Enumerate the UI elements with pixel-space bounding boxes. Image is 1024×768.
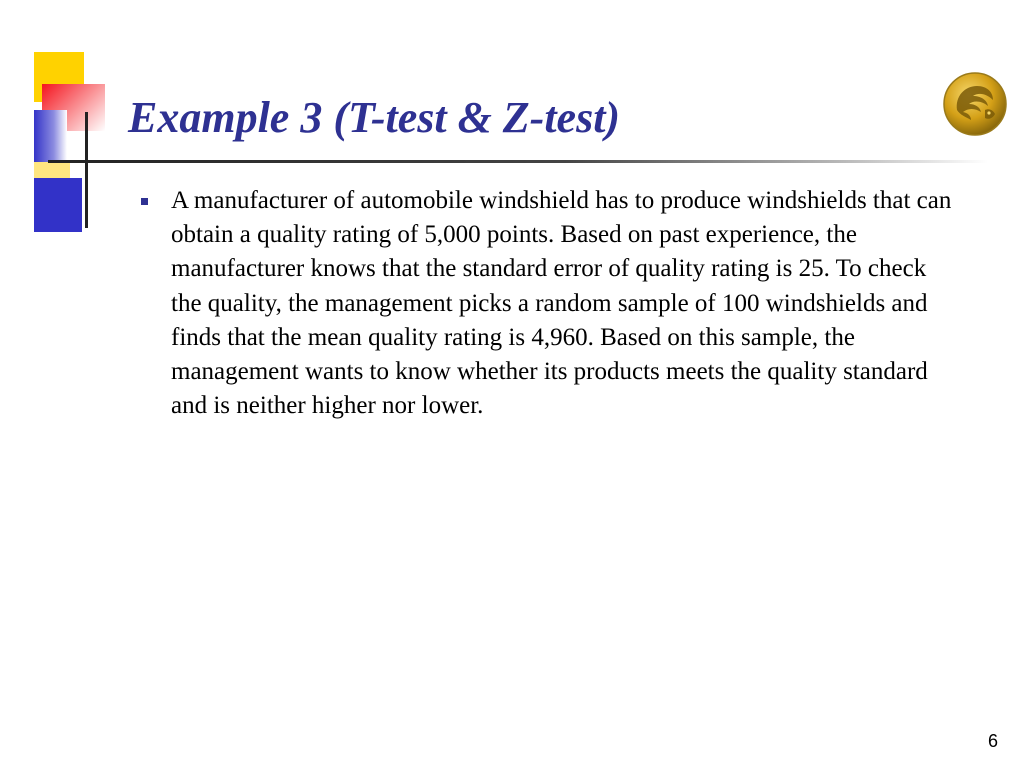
- decorative-blue-gradient-square: [34, 110, 67, 164]
- decorative-light-yellow-strip: [34, 162, 70, 178]
- pegasus-logo-icon: [941, 70, 1009, 138]
- title-divider-line: [48, 160, 988, 163]
- bullet-marker: [141, 198, 148, 205]
- slide-title: Example 3 (T-test & Z-test): [128, 93, 621, 142]
- page-number: 6: [987, 731, 998, 751]
- bullet-text: A manufacturer of automobile windshield has to produce windshields that can obtain a quality rating of 5,000 points. Based on past experience, the manufacturer knows that the standard error of quality rating is 25. To check the quality, the management picks a random sample of 100 windshields and finds that the mean quality rating is 4,960. Based on this sample, the management wants to know whether its products meets the quality standard and is neither higher nor lower.: [171, 187, 952, 420]
- decorative-vertical-line: [85, 112, 88, 228]
- decorative-blue-square: [34, 178, 82, 232]
